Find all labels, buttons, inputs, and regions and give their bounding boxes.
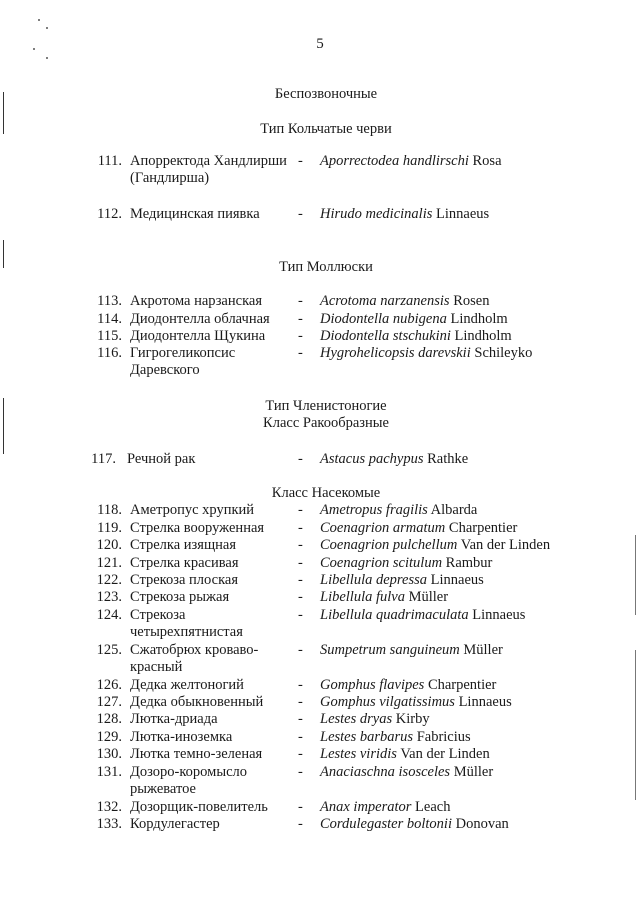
russian-name: Стрелка вооруженная [130,520,265,536]
species-author: Van der Linden [460,537,551,553]
latin-binomial: Sumpetrum sanguineum [320,642,460,658]
separator-dash: - [298,607,303,623]
entry-number: 121. [96,555,122,571]
species-author: Müller [408,589,449,605]
russian-name: Дедка желтоногий [130,677,244,693]
latin-name [320,607,525,624]
entry-number: 132. [96,799,122,815]
latin-binomial: Libellula quadrimaculata [320,607,469,623]
section-heading-insects: Класс Насекомые [271,485,381,501]
russian-name: Аметропус хрупкий [130,502,255,518]
latin-name [320,451,468,468]
latin-name [320,799,450,816]
latin-name [320,729,471,746]
scan-edge-mark [635,535,636,615]
separator-dash: - [298,555,303,571]
russian-name: Акротома нарзанская [130,293,262,309]
separator-dash: - [298,694,303,710]
species-author: Linnaeus [472,607,526,623]
latin-binomial: Lestes barbarus [320,729,414,745]
latin-binomial: Libellula fulva [320,589,405,605]
russian-name: Диодонтелла Щукина [130,328,266,344]
entry-number: 129. [96,729,122,745]
entry-number: 133. [96,816,122,832]
latin-binomial: Aporrectodea handlirschi [320,153,469,169]
russian-name: Дозорщик-повелитель [130,799,268,815]
entry-number: 127. [96,694,122,710]
separator-dash: - [298,572,303,588]
entry-number: 116. [97,345,122,361]
species-author: Charpentier [427,677,497,693]
separator-dash: - [298,537,303,553]
latin-binomial: Hirudo medicinalis [320,206,433,222]
latin-name [320,520,517,537]
latin-name [320,694,512,711]
latin-name [320,764,493,781]
latin-binomial: Gomphus flavipes [320,677,425,693]
section-heading-molluscs: Тип Моллюски [279,259,373,275]
entry-number: 126. [96,677,122,693]
latin-name [320,677,496,694]
latin-name [320,206,489,223]
species-author: Leach [415,799,451,815]
separator-dash: - [298,293,303,309]
latin-binomial: Acrotoma narzanensis [320,293,450,309]
separator-dash: - [298,746,303,762]
entry-number: 115. [97,328,122,344]
russian-name: Стрекоза четырехпятнистая [130,607,243,641]
latin-name [320,572,484,589]
russian-name: Стрелка красивая [130,555,239,571]
separator-dash: - [298,711,303,727]
latin-binomial: Hygrohelicopsis darevskii [320,345,471,361]
entry-number: 122. [96,572,122,588]
latin-name [320,293,489,310]
species-author: Schileyko [474,345,533,361]
species-author: Rathke [427,451,469,467]
separator-dash: - [298,799,303,815]
scan-speck [46,57,48,59]
entry-number: 119. [97,520,122,536]
species-author: Lindholm [454,328,512,344]
latin-binomial: Lestes viridis [320,746,397,762]
latin-binomial: Anaciaschna isosceles [320,764,451,780]
russian-name: Сжатобрюх кроваво-красный [130,642,259,676]
latin-name [320,746,490,763]
entry-number: 114. [97,311,122,327]
latin-name [320,345,532,362]
latin-binomial: Cordulegaster boltonii [320,816,452,832]
species-author: Albarda [430,502,478,518]
entry-number: 113. [97,293,122,309]
latin-name [320,328,512,345]
russian-name: Речной рак [127,451,196,467]
russian-name: Стрекоза рыжая [130,589,230,605]
separator-dash: - [298,206,303,222]
latin-name [320,816,509,833]
separator-dash: - [298,328,303,344]
russian-name: Стрекоза плоская [130,572,238,588]
russian-name: Гигрогеликопсис Даревского [130,345,236,379]
species-author: Rambur [445,555,493,571]
species-author: Rosa [472,153,502,169]
entry-number: 125. [96,642,122,658]
latin-name [320,589,448,606]
species-author: Lindholm [450,311,508,327]
separator-dash: - [298,816,303,832]
entry-number: 112. [97,206,122,222]
species-author: Linnaeus [458,694,512,710]
entry-number: 124. [96,607,122,623]
russian-name: Лютка-дриада [130,711,218,727]
russian-name: Стрелка изящная [130,537,236,553]
entry-number: 111. [97,153,122,169]
latin-name [320,642,503,659]
russian-name: Медицинская пиявка [130,206,260,222]
species-author: Donovan [455,816,509,832]
scan-speck [38,19,40,21]
latin-name [320,502,477,519]
russian-name: Апорректода Хандлирши (Гандлирша) [130,153,287,187]
scan-edge-mark [635,650,636,800]
species-author: Müller [453,764,494,780]
separator-dash: - [298,764,303,780]
russian-name: Дозоро-коромысло рыжеватое [130,764,247,798]
section-heading-crustaceans: Класс Ракообразные [263,415,389,431]
latin-name [320,555,492,572]
separator-dash: - [298,345,303,361]
section-heading-arthropods: Тип Членистоногие [265,398,387,414]
section-heading-annelids: Тип Кольчатые черви [260,121,392,137]
separator-dash: - [298,729,303,745]
separator-dash: - [298,642,303,658]
species-author: Charpentier [448,520,518,536]
separator-dash: - [298,502,303,518]
russian-name: Диодонтелла облачная [130,311,270,327]
separator-dash: - [298,520,303,536]
separator-dash: - [298,451,303,467]
scan-speck [46,27,48,29]
species-author: Van der Linden [400,746,490,762]
species-author: Rosen [453,293,490,309]
entry-number: 128. [96,711,122,727]
species-author: Linnaeus [436,206,490,222]
entry-number: 117. [91,451,116,467]
latin-binomial: Astacus pachypus [320,451,424,467]
latin-binomial: Diodontella stschukini [320,328,451,344]
section-heading-invertebrates: Беспозвоночные [274,86,378,102]
latin-name [320,711,430,728]
latin-name [320,153,502,170]
species-author: Kirby [395,711,430,727]
latin-name [320,537,550,554]
species-author: Müller [463,642,503,658]
latin-binomial: Ametropus fragilis [320,502,428,518]
latin-binomial: Coenagrion scitulum [320,555,443,571]
species-author: Fabricius [416,729,471,745]
entry-number: 118. [97,502,122,518]
latin-binomial: Coenagrion armatum [320,520,446,536]
species-author: Linnaeus [430,572,484,588]
entry-number: 130. [96,746,122,762]
russian-name: Дедка обыкновенный [130,694,264,710]
separator-dash: - [298,153,303,169]
entry-number: 120. [96,537,122,553]
latin-binomial: Gomphus vilgatissimus [320,694,455,710]
latin-binomial: Coenagrion pulchellum [320,537,458,553]
latin-binomial: Libellula depressa [320,572,428,588]
separator-dash: - [298,589,303,605]
separator-dash: - [298,677,303,693]
page-number: 5 [316,36,324,52]
latin-binomial: Lestes dryas [320,711,393,727]
separator-dash: - [298,311,303,327]
entry-number: 123. [96,589,122,605]
latin-binomial: Diodontella nubigena [320,311,447,327]
russian-name: Лютка темно-зеленая [130,746,263,762]
entry-number: 131. [96,764,122,780]
russian-name: Кордулегастер [130,816,220,832]
latin-name [320,311,508,328]
latin-binomial: Anax imperator [320,799,412,815]
russian-name: Лютка-иноземка [130,729,233,745]
